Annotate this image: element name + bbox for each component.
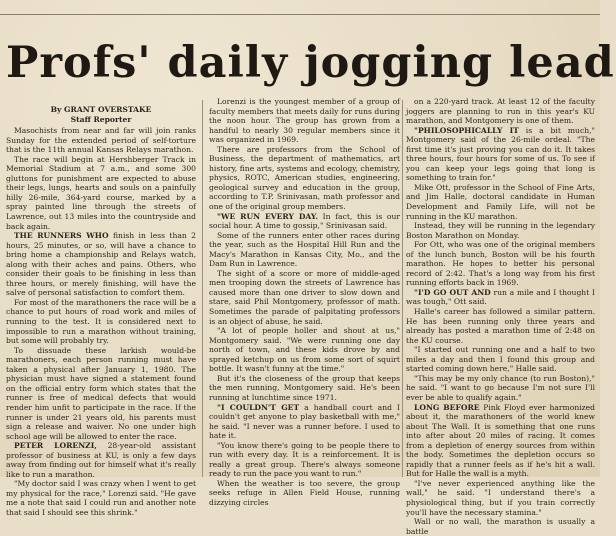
column-2-body xyxy=(209,97,400,508)
article-paragraph xyxy=(406,403,595,479)
article-paragraph xyxy=(209,145,400,212)
paragraph-text: Some of the runners enter other races during the year, such as the Hospital Hill Run and the Macy's Marathon in Kansas City, Mo., and the Dam Run in Lawrence. xyxy=(209,230,400,269)
paragraph-text: Instead, they will be running in the legendary Boston Marathon on Monday. xyxy=(406,221,595,240)
paragraph-text: The sight of a score or more of middle-aged men trooping down the streets of Lawrence has caused more than one driver to slow down and stare, said Phil Montgomery, professor of math. Sometimes the parade of palpitating professors is an object of abuse, he said. xyxy=(209,268,400,326)
article-paragraph xyxy=(406,479,595,517)
headline: Profs' daily jogging lead xyxy=(6,38,615,88)
article-paragraph xyxy=(6,298,196,346)
article-paragraph xyxy=(209,269,400,326)
article-paragraph xyxy=(406,345,595,374)
article-paragraph xyxy=(406,97,595,126)
paragraph-text: a handball court and I couldn't get anyone to play basketball with me," he said. "I never was a runner before. I used to hate it. xyxy=(209,402,400,441)
column-1-body xyxy=(6,126,196,517)
byline-title: Staff Reporter xyxy=(70,114,132,124)
article-paragraph xyxy=(6,231,196,298)
article-paragraph xyxy=(209,403,400,441)
article-paragraph xyxy=(406,307,595,345)
article-paragraph xyxy=(406,183,595,221)
paragraph-lead-in: "I'D GO OUT AND xyxy=(414,287,491,297)
article-paragraph xyxy=(406,126,595,183)
paragraph-text: For most of the marathoners the race will be a chance to put hours of road work and miles of running to the test. It is considered next to impossible to run a marathon without training, but some will probably try. xyxy=(6,297,196,346)
article-paragraph xyxy=(209,231,400,269)
article-paragraph xyxy=(6,155,196,231)
paragraph-text: When the weather is too severe, the group seeks refuge in Allen Field House, running dizzying circles xyxy=(209,478,400,507)
paragraph-text: For Ott, who was one of the original members of the lunch bunch, Boston will be his fourth marathon. He hopes to better his personal record of 2:42. That's a long way from his first running efforts back in 1969. xyxy=(406,240,595,288)
article-paragraph xyxy=(406,288,595,307)
column-divider xyxy=(402,100,403,477)
article-paragraph xyxy=(209,374,400,403)
paragraph-text: "I started out running one and a half to two miles a day and then I found this group and started coming down here," Halle said. xyxy=(406,345,595,374)
paragraph-text: "This may be my only chance (to run Boston)," he said. "I want to go because I'm not sure I'll ever be able to qualify again." xyxy=(406,373,595,402)
byline: By GRANT OVERSTAKE xyxy=(50,105,152,114)
paragraph-text: 28-year-old assistant professor of business at KU, is only a few days away from finding out for himself what it's really like to run a marathon. xyxy=(6,441,197,479)
paragraph-text: "You know there's going to be people there to run with every day. It is a reinforcement. It is really a great group. There's always someone ready to run the pace you want to run." xyxy=(209,440,400,479)
paragraph-text: run a mile and I thought I was tough," Ott said. xyxy=(406,287,595,307)
page-top-rule xyxy=(0,0,600,15)
column-divider xyxy=(202,100,203,477)
paragraph-lead-in: "I COULDN'T GET xyxy=(217,402,300,412)
article-paragraph xyxy=(6,126,196,155)
article-paragraph xyxy=(6,441,196,479)
paragraph-text: "My doctor said I was crazy when I went to get my physical for the race," Lorenzi said. "He gave me a note that said I could run and another note that said I should see this shrink." xyxy=(6,479,196,517)
paragraph-text: But it's the closeness of the group that keeps the men running, Montgomery said. He's been running at lunchtime since 1971. xyxy=(209,373,400,402)
article-paragraph xyxy=(209,479,400,508)
paragraph-lead-in: LONG BEFORE xyxy=(414,402,480,412)
paragraph-text: Wall or no wall, the marathon is usually a battle xyxy=(406,517,595,536)
paragraph-text: on a 220-yard track. At least 12 of the faculty joggers are planning to run in this year's KU marathon, and Montgomery is one of them. xyxy=(406,97,595,126)
paragraph-text: "A lot of people holler and shout at us," Montgomery said. "We were running one day north of town, and these kids drove by and sprayed ketchup on us from some sort of squirt bottle. It wasn't funny at the time." xyxy=(209,326,400,374)
article-paragraph xyxy=(6,346,196,441)
paragraph-text: "I've never experienced anything like the wall," he said. "I understand there's a physiological thing, but if you train correctly you'll have the necessary stamina." xyxy=(406,478,595,517)
paragraph-text: Pink Floyd ever harmonized about it, the marathoners of the world knew about The Wall. It is something that one runs into after about 20 miles of racing. It comes from a depletion of energy sources from within the body. Sometimes the depletion occurs so rapidly that a runner feels as if he's hit a wall. But for Halle the wall is a myth. xyxy=(406,402,596,479)
article-paragraph xyxy=(6,479,196,517)
paragraph-lead-in: PETER LORENZI, xyxy=(14,441,97,451)
paragraph-text: Halle's career has followed a similar pattern. He has been running only three years and already has posted a marathon time of 2:48 on the KU course. xyxy=(406,307,595,345)
paragraph-text: To dissuade these larkish would-be marathoners, each person running must have taken a physical after January 1, 1980. The physician must have signed a statement found on the official entry form which states that the runner is free of medical defects that would render him unfit to participate in the race. If the runner is under 21 years old, his parents must sign a release and waiver. No one under high school age will be allowed to enter the race. xyxy=(6,345,196,441)
article-column-2 xyxy=(209,97,401,507)
article-paragraph xyxy=(209,326,400,374)
article-paragraph xyxy=(406,517,595,536)
paragraph-text: The race will begin at Hershberger Track in Memorial Stadium at 7 a.m., and some 300 gluttons for punishment are expected to abuse their legs, lungs, hearts and souls on a painfully hilly 26-mile, 364-yard course, marked by a spray painted line through the streets of Lawrence, out 13 miles into the countryside and back again. xyxy=(6,154,196,231)
paragraph-lead-in: "PHILOSOPHICALLY IT xyxy=(414,125,519,135)
article-paragraph xyxy=(209,212,400,231)
paragraph-text: Mike Ott, professor in the School of Fine Arts, and Jim Halle, doctoral candidate in Human Development and Family Life, will not be running in the KU marathon. xyxy=(406,182,595,221)
article-column-1 xyxy=(6,105,197,517)
column-3-body xyxy=(406,97,595,536)
paragraph-text: There are professors from the School of Business, the department of mathematics, art history, fine arts, systems and ecology, chemistry, physics, ROTC, American studies, engineering, geological survey and education in the group, according to T.P. Srinivasan, math professor and one of the original group members. xyxy=(209,144,400,212)
article-paragraph xyxy=(406,240,595,288)
paragraph-lead-in: "WE RUN EVERY DAY. xyxy=(217,211,319,221)
paragraph-text: finish in less than 2 hours, 25 minutes, or so, will have a chance to bring home a championship and Relays watch, along with their aches and pains. Others, who consider their goals to be finishing in less than three hours, or merely finishing, will have the salve of personal satisfaction to comfort them. xyxy=(6,231,196,298)
article-paragraph xyxy=(406,374,595,403)
article-paragraph xyxy=(209,441,400,479)
paragraph-text: In fact, this is our social hour. A time to gossip," Srinivasan said. xyxy=(209,211,401,231)
paragraph-text: Lorenzi is the youngest member of a group of faculty members that meets daily for runs during the noon hour. The group has grown from a handful to nearly 30 regular members since it was organized in 1969. xyxy=(209,97,400,145)
paragraph-text: is a bit much," Montgomery said of the 26-mile ordeal. "The first time it's just proving you can do it. It takes three hours, four hours for some of us. To see if you can keep your legs going that long is something to train for." xyxy=(406,125,595,183)
article-paragraph xyxy=(406,221,595,240)
article-paragraph xyxy=(209,97,400,145)
paragraph-lead-in: THE RUNNERS WHO xyxy=(14,231,109,241)
article-column-3 xyxy=(406,97,596,536)
paragraph-text: Masochists from near and far will join ranks Sunday for the extended period of self-torture that is the 11th annual Kansas Relays marathon. xyxy=(6,126,196,155)
